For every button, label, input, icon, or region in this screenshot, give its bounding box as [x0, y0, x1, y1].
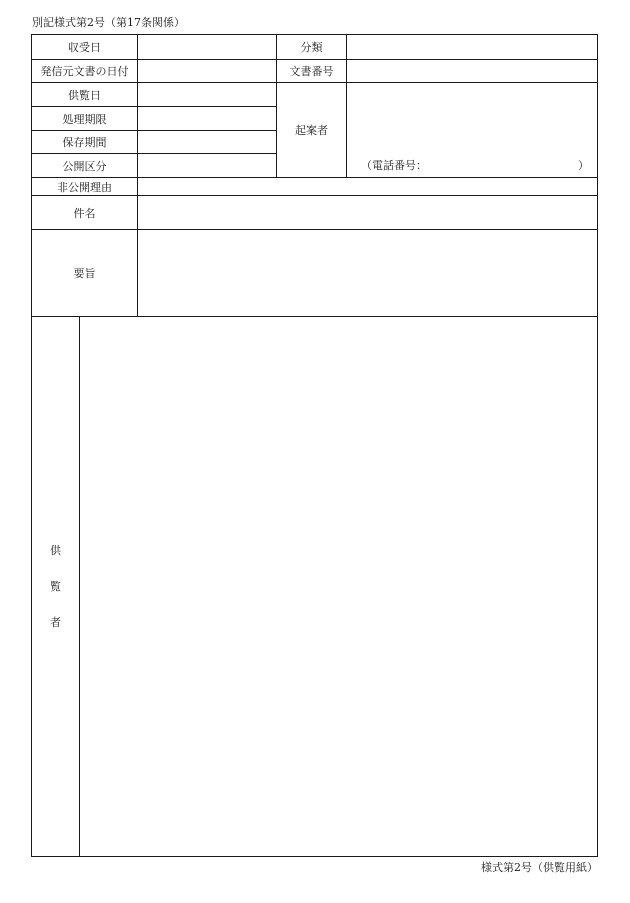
receipt-date-field[interactable] [138, 35, 277, 60]
origin-date-field[interactable] [138, 60, 277, 83]
viewing-date-label: 供覧日 [32, 83, 138, 107]
document-number-field[interactable] [347, 60, 597, 83]
form-footer-note: 様式第2号（供覧用紙） [481, 861, 598, 874]
processing-deadline-label: 処理期限 [32, 107, 138, 131]
form-heading: 別記様式第2号（第17条関係） [32, 16, 185, 29]
phone-number-line [361, 159, 589, 173]
drafter-field[interactable] [347, 83, 597, 178]
summary-label: 要旨 [32, 230, 138, 317]
phone-number-suffix: ） [578, 159, 589, 172]
retention-period-label: 保存期間 [32, 131, 138, 154]
retention-period-field[interactable] [138, 131, 277, 154]
viewers-char-3: 者 [50, 615, 61, 629]
document-form [31, 34, 598, 857]
viewers-char-1: 供 [50, 543, 61, 557]
phone-number-prefix: （電話番号： [361, 159, 427, 172]
disclosure-category-label: 公開区分 [32, 154, 138, 178]
viewers-label [32, 317, 80, 856]
receipt-date-label: 収受日 [32, 35, 138, 60]
classification-label: 分類 [277, 35, 347, 60]
drafter-label: 起案者 [277, 83, 347, 178]
viewers-char-2: 覧 [50, 579, 61, 593]
origin-date-label: 発信元文書の日付 [32, 60, 138, 83]
processing-deadline-field[interactable] [138, 107, 277, 131]
nondisclosure-reason-field[interactable] [138, 178, 597, 196]
summary-field[interactable] [138, 230, 597, 317]
disclosure-category-field[interactable] [138, 154, 277, 178]
nondisclosure-reason-label: 非公開理由 [32, 178, 138, 196]
subject-field[interactable] [138, 196, 597, 230]
viewing-date-field[interactable] [138, 83, 277, 107]
classification-field[interactable] [347, 35, 597, 60]
document-number-label: 文書番号 [277, 60, 347, 83]
viewers-field[interactable] [80, 317, 597, 856]
subject-label: 件名 [32, 196, 138, 230]
